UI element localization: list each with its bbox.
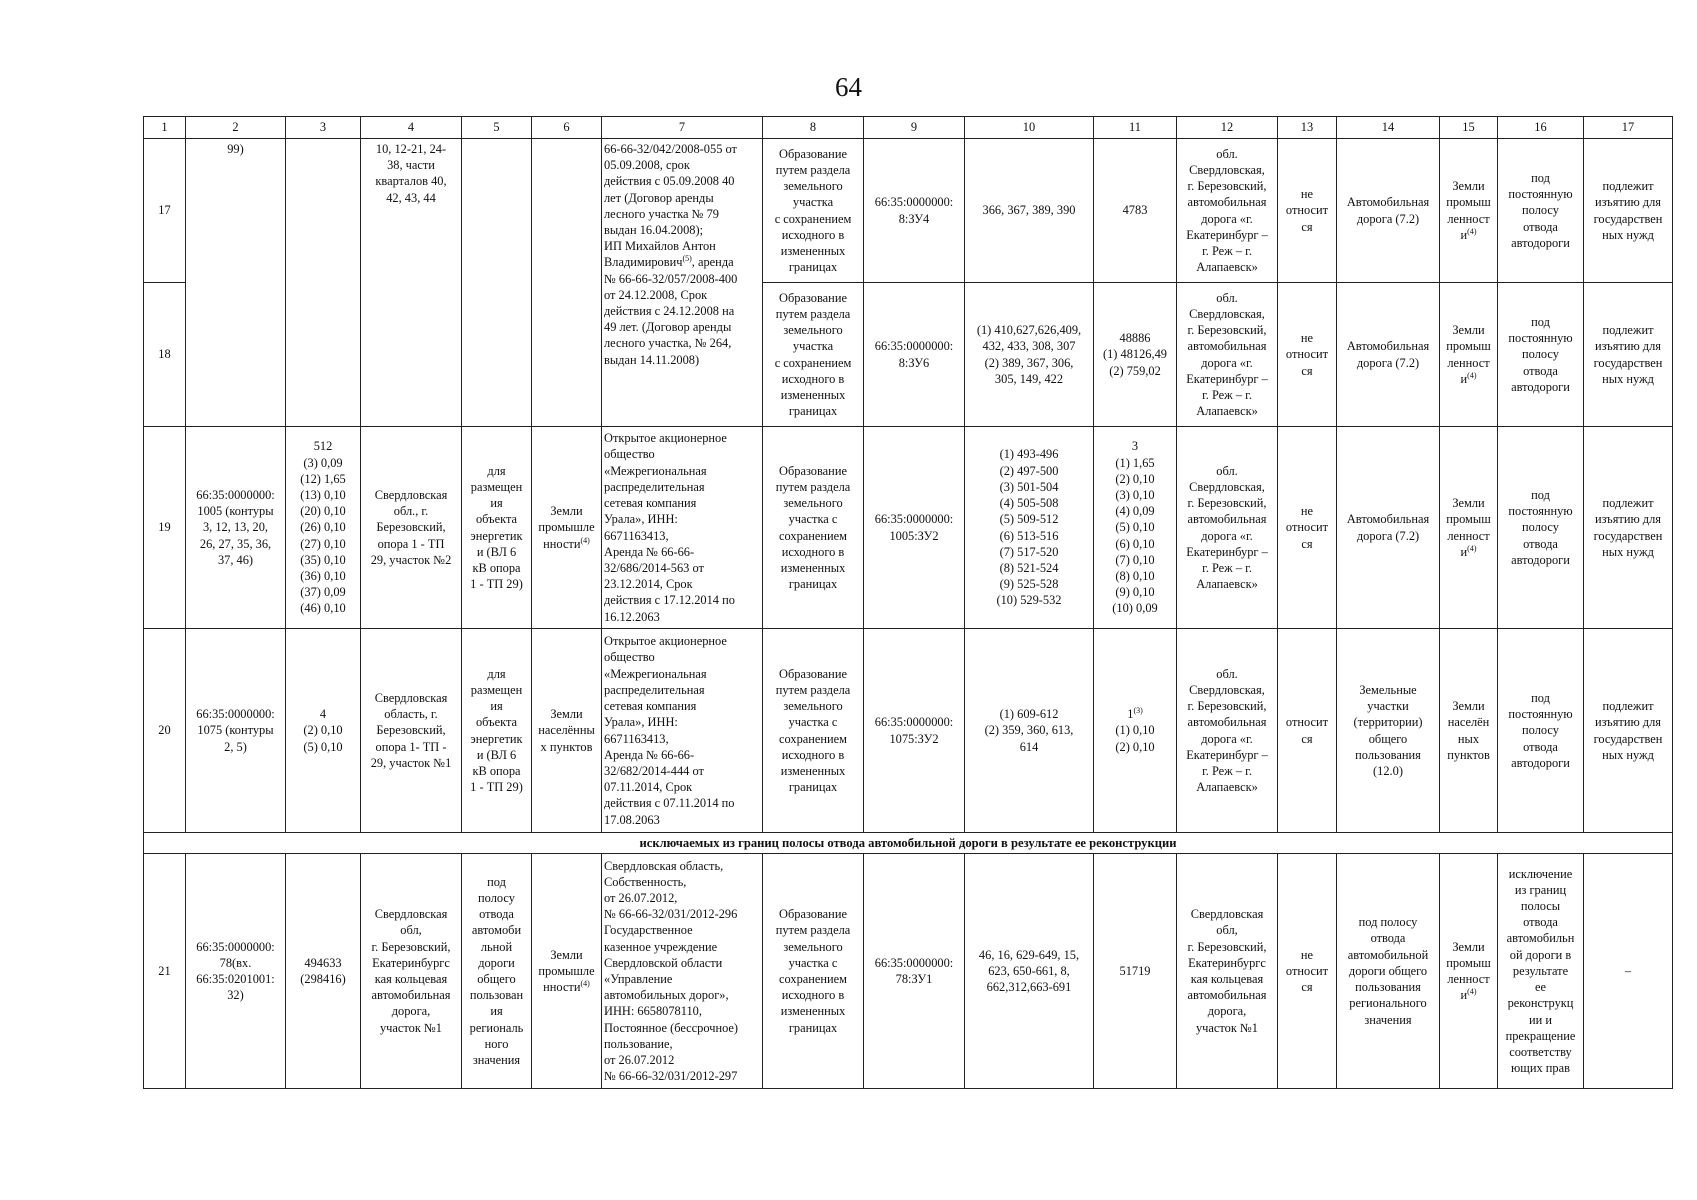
column-header: 1 <box>144 117 186 139</box>
rights-holder-cell: Открытое акционерное общество «Межрегиональная распределительная сетевая компания Урала», ИНН: 6671163413, Аренда № 66-66- 32/682/2014-444 от 07.11.2014, Срок действия с 07.11.2014 по 17.08.2063 <box>602 629 763 833</box>
permitted-use-cell: для размещен ия объекта энергетик и (ВЛ 6 кВ опора 1 - ТП 29) <box>462 427 532 629</box>
permitted-use-new-cell: Автомобильная дорога (7.2) <box>1337 139 1440 283</box>
column-header: 8 <box>763 117 864 139</box>
settlement-relation-cell: относит ся <box>1278 629 1337 833</box>
boundary-points-cell: (1) 493-496 (2) 497-500 (3) 501-504 (4) 505-508 (5) 509-512 (6) 513-516 (7) 517-520 (8) 521-524 (9) 525-528 (10) 529-532 <box>965 427 1094 629</box>
area-cell <box>286 139 361 427</box>
column-header: 7 <box>602 117 763 139</box>
column-header: 2 <box>186 117 286 139</box>
new-address-cell: обл. Свердловская, г. Березовский, автомобильная дорога «г. Екатеринбург – г. Реж – г. Алапаевск» <box>1177 629 1278 833</box>
cadastral-number-cell: 66:35:0000000: 78(вх. 66:35:0201001: 32) <box>186 854 286 1089</box>
new-plot-designation-cell: 66:35:0000000: 78:ЗУ1 <box>864 854 965 1089</box>
land-category-cell: Земли промышле нности$^{(4)}$ <box>532 854 602 1089</box>
section-heading-row <box>144 833 1673 854</box>
note-cell: подлежит изъятию для государствен ных нужд <box>1584 629 1673 833</box>
column-header: 14 <box>1337 117 1440 139</box>
permitted-use-new-cell: под полосу отвода автомобильной дороги общего пользования регионального значения <box>1337 854 1440 1089</box>
column-number-header-row <box>144 117 1673 139</box>
cadastral-number-cell: 66:35:0000000: 1005 (контуры 3, 12, 13, 20, 26, 27, 35, 36, 37, 46) <box>186 427 286 629</box>
land-category-new-cell: Земли промыш ленност $и^{(4)}$ <box>1440 283 1498 427</box>
table-row <box>144 854 1673 1089</box>
new-plot-designation-cell: 66:35:0000000: 1075:ЗУ2 <box>864 629 965 833</box>
address-cell: 10, 12-21, 24- 38, части кварталов 40, 42, 43, 44 <box>361 139 462 427</box>
purpose-cell: под постоянную полосу отвода автодороги <box>1498 283 1584 427</box>
boundary-points-cell: 366, 367, 389, 390 <box>965 139 1094 283</box>
note-cell: – <box>1584 854 1673 1089</box>
page-number: 64 <box>835 72 862 102</box>
formation-method-cell: Образование путем раздела земельного участка с сохранением исходного в измененных границах <box>763 139 864 283</box>
column-header: 12 <box>1177 117 1278 139</box>
address-cell: Свердловская обл., г. Березовский, опора 1 - ТП 29, участок №2 <box>361 427 462 629</box>
new-area-cell: 48886 (1) 48126,49 (2) 759,02 <box>1094 283 1177 427</box>
new-area-cell: 1$^{(3)}$ (1) 0,10 (2) 0,10 <box>1094 629 1177 833</box>
new-address-cell: обл. Свердловская, г. Березовский, автомобильная дорога «г. Екатеринбург – г. Реж – г. Алапаевск» <box>1177 139 1278 283</box>
area-cell: 494633 (298416) <box>286 854 361 1089</box>
rights-holder-cell: Свердловская область, Собственность, от 26.07.2012, № 66-66-32/031/2012-296 Государственное казенное учреждение Свердловской области «Управление автомобильных дорог», ИНН: 6658078110, Постоянное (бессрочное) пользование, от 26.07.2012 № 66-66-32/031/2012-297 <box>602 854 763 1089</box>
permitted-use-new-cell: Земельные участки (территории) общего пользования (12.0) <box>1337 629 1440 833</box>
formation-method-cell: Образование путем раздела земельного участка с сохранением исходного в измененных границах <box>763 854 864 1089</box>
row-number: 21 <box>144 854 186 1089</box>
section-heading: исключаемых из границ полосы отвода автомобильной дороги в результате ее реконструкции <box>144 833 1673 854</box>
column-header: 11 <box>1094 117 1177 139</box>
address-cell: Свердловская область, г. Березовский, опора 1- ТП - 29, участок №1 <box>361 629 462 833</box>
land-plots-table <box>143 116 1673 1089</box>
column-header: 10 <box>965 117 1094 139</box>
settlement-relation-cell: не относит ся <box>1278 427 1337 629</box>
new-plot-designation-cell: 66:35:0000000: 8:ЗУ6 <box>864 283 965 427</box>
column-header: 3 <box>286 117 361 139</box>
permitted-use-new-cell: Автомобильная дорога (7.2) <box>1337 283 1440 427</box>
row-number: 19 <box>144 427 186 629</box>
permitted-use-cell <box>462 139 532 427</box>
purpose-cell: исключение из границ полосы отвода автомобильн ой дороги в результате ее реконструкц ии и прекращение соответству ющих прав <box>1498 854 1584 1089</box>
address-cell: Свердловская обл, г. Березовский, Екатеринбургс кая кольцевая автомобильная дорога, участок №1 <box>361 854 462 1089</box>
new-plot-designation-cell: 66:35:0000000: 8:ЗУ4 <box>864 139 965 283</box>
purpose-cell: под постоянную полосу отвода автодороги <box>1498 629 1584 833</box>
settlement-relation-cell: не относит ся <box>1278 139 1337 283</box>
land-category-new-cell: Земли промыш ленност $и^{(4)}$ <box>1440 854 1498 1089</box>
settlement-relation-cell: не относит ся <box>1278 283 1337 427</box>
new-plot-designation-cell: 66:35:0000000: 1005:ЗУ2 <box>864 427 965 629</box>
area-cell: 512 (3) 0,09 (12) 1,65 (13) 0,10 (20) 0,10 (26) 0,10 (27) 0,10 (35) 0,10 (36) 0,10 (37) 0,09 (46) 0,10 <box>286 427 361 629</box>
permitted-use-new-cell: Автомобильная дорога (7.2) <box>1337 427 1440 629</box>
row-number: 20 <box>144 629 186 833</box>
land-category-new-cell: Земли промыш ленност $и^{(4)}$ <box>1440 427 1498 629</box>
purpose-cell: под постоянную полосу отвода автодороги <box>1498 139 1584 283</box>
new-address-cell: Свердловская обл, г. Березовский, Екатеринбургс кая кольцевая автомобильная дорога, участок №1 <box>1177 854 1278 1089</box>
boundary-points-cell: (1) 410,627,626,409, 432, 433, 308, 307 (2) 389, 367, 306, 305, 149, 422 <box>965 283 1094 427</box>
table-row <box>144 427 1673 629</box>
table-row <box>144 139 1673 283</box>
note-cell: подлежит изъятию для государствен ных нужд <box>1584 139 1673 283</box>
boundary-points-cell: 46, 16, 629-649, 15, 623, 650-661, 8, 662,312,663-691 <box>965 854 1094 1089</box>
column-header: 4 <box>361 117 462 139</box>
formation-method-cell: Образование путем раздела земельного участка с сохранением исходного в измененных границах <box>763 427 864 629</box>
new-address-cell: обл. Свердловская, г. Березовский, автомобильная дорога «г. Екатеринбург – г. Реж – г. Алапаевск» <box>1177 427 1278 629</box>
new-area-cell: 3 (1) 1,65 (2) 0,10 (3) 0,10 (4) 0,09 (5) 0,10 (6) 0,10 (7) 0,10 (8) 0,10 (9) 0,10 (10) 0,09 <box>1094 427 1177 629</box>
formation-method-cell: Образование путем раздела земельного участка с сохранением исходного в измененных границах <box>763 283 864 427</box>
note-cell: подлежит изъятию для государствен ных нужд <box>1584 427 1673 629</box>
cadastral-number-cell: 66:35:0000000: 1075 (контуры 2, 5) <box>186 629 286 833</box>
row-number: 17 <box>144 139 186 283</box>
cadastral-number-cell: 99) <box>186 139 286 427</box>
table-row <box>144 629 1673 833</box>
column-header: 5 <box>462 117 532 139</box>
row-number: 18 <box>144 283 186 427</box>
formation-method-cell: Образование путем раздела земельного участка с сохранением исходного в измененных границах <box>763 629 864 833</box>
note-cell: подлежит изъятию для государствен ных нужд <box>1584 283 1673 427</box>
settlement-relation-cell: не относит ся <box>1278 854 1337 1089</box>
column-header: 6 <box>532 117 602 139</box>
permitted-use-cell: для размещен ия объекта энергетик и (ВЛ 6 кВ опора 1 - ТП 29) <box>462 629 532 833</box>
boundary-points-cell: (1) 609-612 (2) 359, 360, 613, 614 <box>965 629 1094 833</box>
rights-holder-cell: Открытое акционерное общество «Межрегиональная распределительная сетевая компания Урала», ИНН: 6671163413, Аренда № 66-66- 32/686/2014-563 от 23.12.2014, Срок действия с 17.12.2014 по 16.12.2063 <box>602 427 763 629</box>
area-cell: 4 (2) 0,10 (5) 0,10 <box>286 629 361 833</box>
land-category-cell: Земли населённы х пунктов <box>532 629 602 833</box>
new-address-cell: обл. Свердловская, г. Березовский, автомобильная дорога «г. Екатеринбург – г. Реж – г. Алапаевск» <box>1177 283 1278 427</box>
column-header: 13 <box>1278 117 1337 139</box>
column-header: 16 <box>1498 117 1584 139</box>
permitted-use-cell: под полосу отвода автомоби льной дороги общего пользован ия региональ ного значения <box>462 854 532 1089</box>
rights-holder-cell: 66-66-32/042/2008-055 от 05.09.2008, срок действия с 05.09.2008 40 лет (Договор аренды лесного участка № 79 выдан 16.04.2008); ИП Михайлов Антон Владимирович$^{(5)}$, аренда № 66-66-32/057/2008-400 от 24.12.2008, Срок действия с 24.12.2008 на 49 лет. (Договор аренды лесного участка, № 264, выдан 14.11.2008) <box>602 139 763 427</box>
land-category-cell: Земли промышле нности$^{(4)}$ <box>532 427 602 629</box>
purpose-cell: под постоянную полосу отвода автодороги <box>1498 427 1584 629</box>
column-header: 17 <box>1584 117 1673 139</box>
new-area-cell: 51719 <box>1094 854 1177 1089</box>
land-category-cell <box>532 139 602 427</box>
column-header: 15 <box>1440 117 1498 139</box>
land-category-new-cell: Земли населён ных пунктов <box>1440 629 1498 833</box>
column-header: 9 <box>864 117 965 139</box>
land-category-new-cell: Земли промыш ленност $и^{(4)}$ <box>1440 139 1498 283</box>
new-area-cell: 4783 <box>1094 139 1177 283</box>
